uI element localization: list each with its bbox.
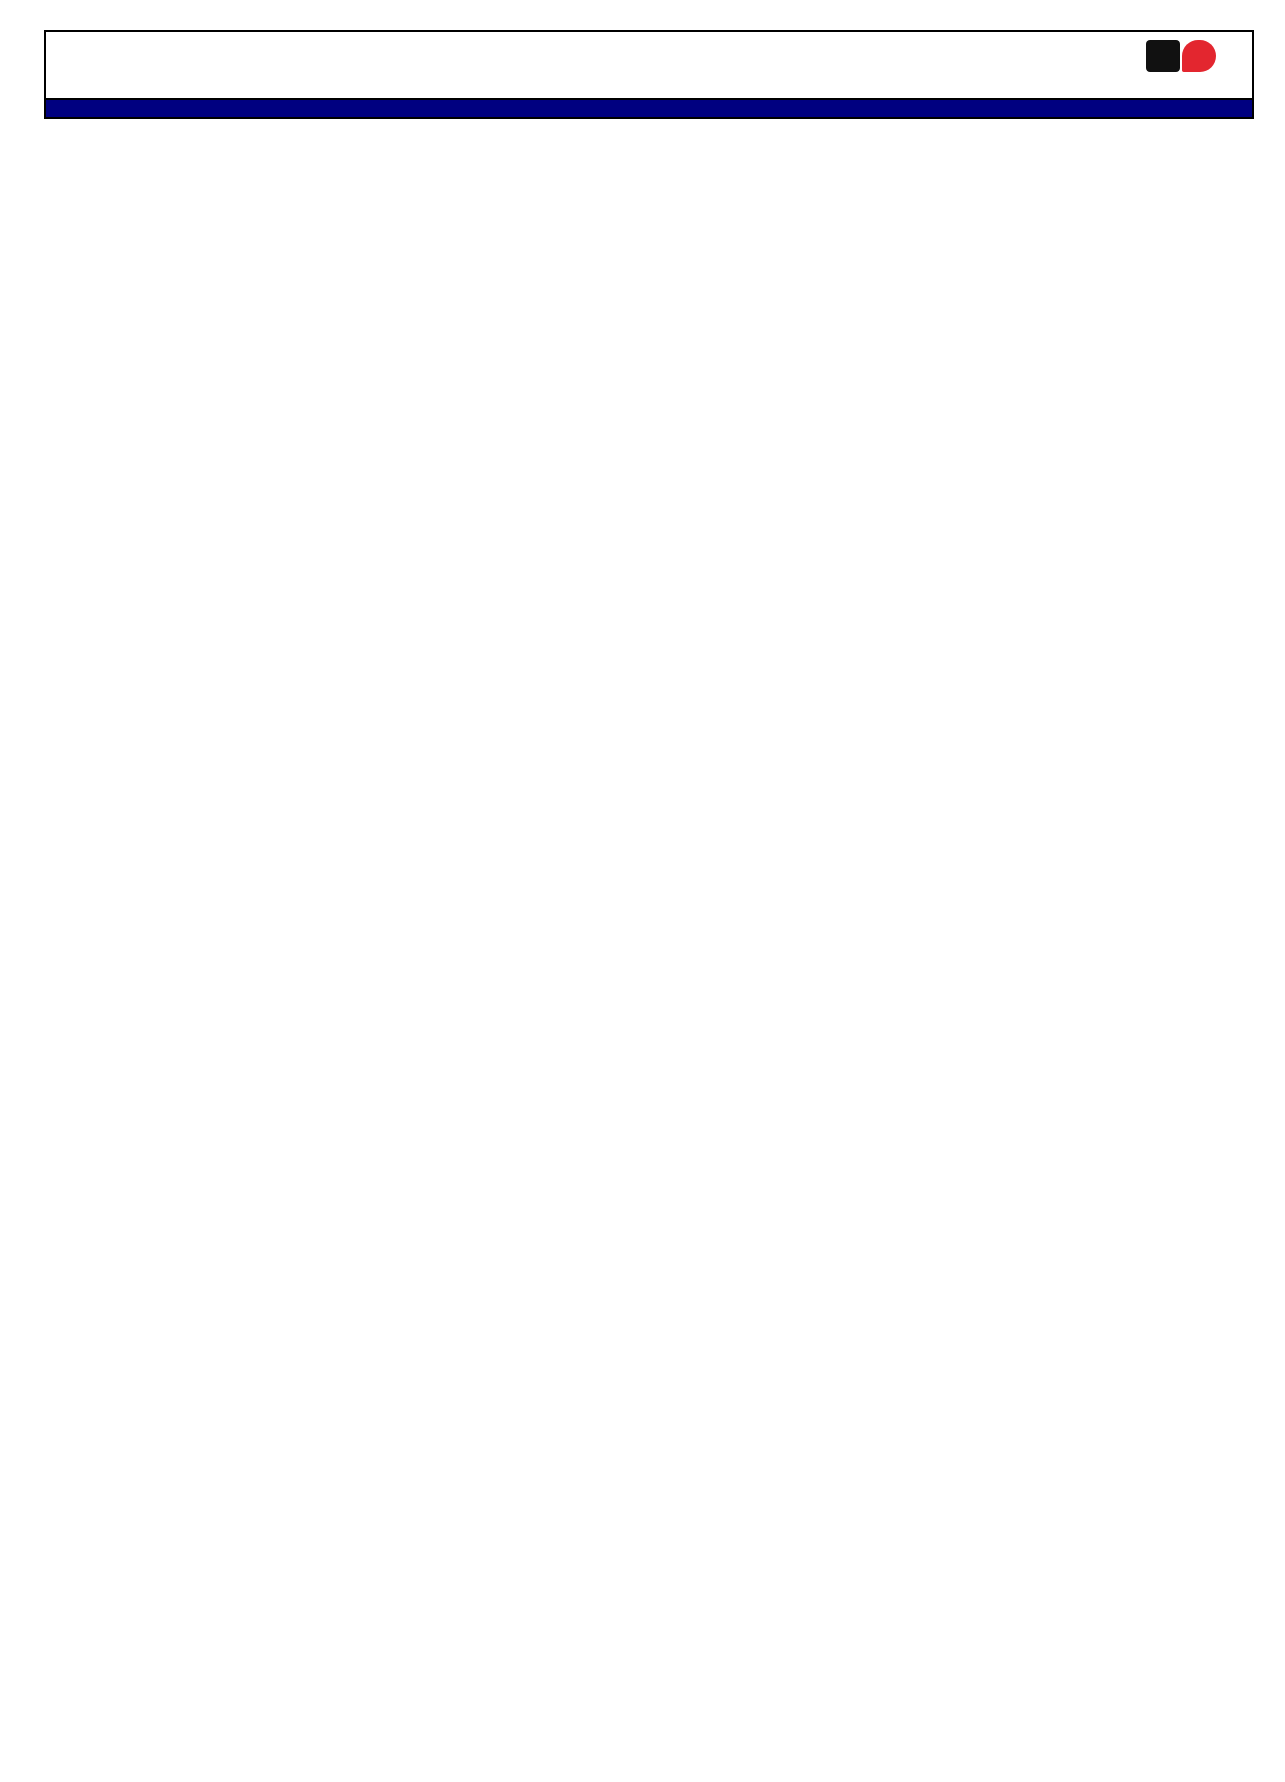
courses-section	[44, 100, 1254, 119]
courses-title	[46, 100, 1252, 117]
calendar-header	[44, 30, 1254, 100]
sp-logo-icon	[1146, 38, 1216, 74]
calendar-sheet	[44, 30, 1254, 119]
logos	[1086, 36, 1222, 76]
sp-government-logo	[1146, 38, 1222, 74]
